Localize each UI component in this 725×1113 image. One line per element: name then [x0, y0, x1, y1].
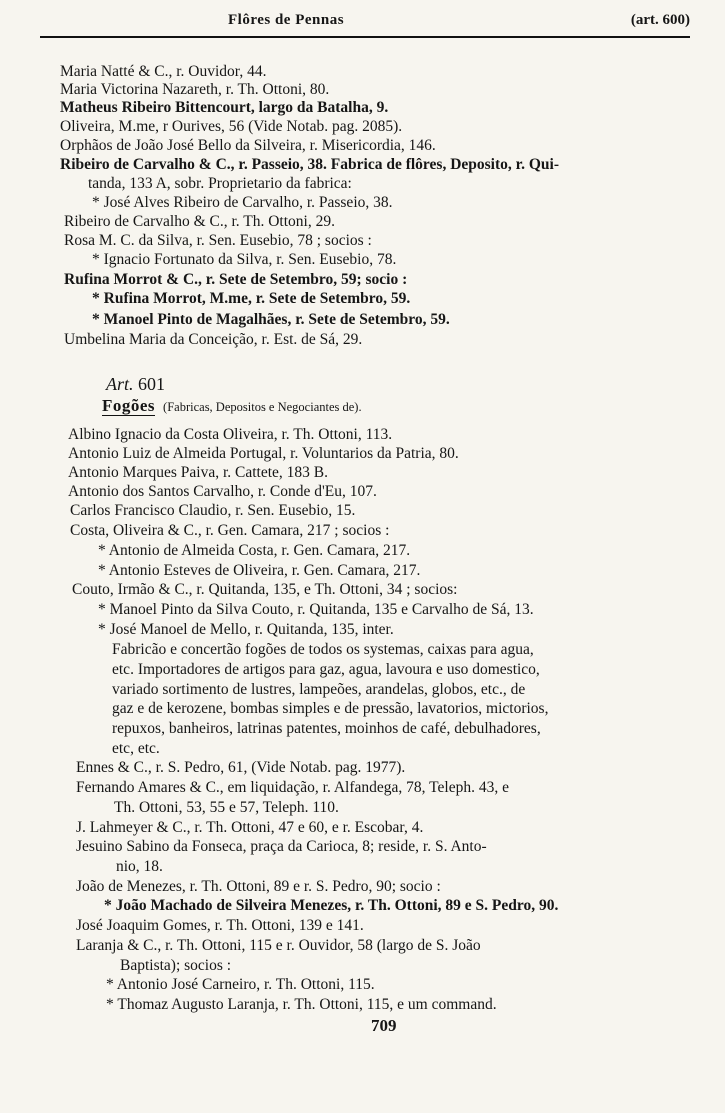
- entry-line: Laranja & C., r. Th. Ottoni, 115 e r. Ouvidor, 58 (largo de S. João: [76, 937, 481, 954]
- header-title: Flôres de Pennas: [228, 12, 345, 28]
- entry-line: * Thomaz Augusto Laranja, r. Th. Ottoni, 115, e um command.: [106, 996, 497, 1013]
- entry-line: João de Menezes, r. Th. Ottoni, 89 e r. S. Pedro, 90; socio :: [76, 878, 441, 895]
- entry-line: Matheus Ribeiro Bittencourt, largo da Batalha, 9.: [60, 99, 389, 116]
- entry-line: José Joaquim Gomes, r. Th. Ottoni, 139 e 141.: [76, 917, 364, 934]
- entry-line: Antonio Marques Paiva, r. Cattete, 183 B.: [68, 464, 329, 481]
- entry-line: Fernando Amares & C., em liquidação, r. Alfandega, 78, Teleph. 43, e: [76, 779, 509, 796]
- article-number: 601: [138, 374, 166, 394]
- entry-line: repuxos, banheiros, latrinas patentes, moinhos de café, debulhadores,: [112, 720, 541, 737]
- section-title: Fogões: [102, 396, 156, 415]
- entry-line: Umbelina Maria da Conceição, r. Est. de Sá, 29.: [64, 331, 363, 348]
- section-heading: [102, 396, 362, 416]
- entry-line: Albino Ignacio da Costa Oliveira, r. Th. Ottoni, 113.: [68, 426, 393, 443]
- entry-line: Maria Victorina Nazareth, r. Th. Ottoni, 80.: [60, 81, 330, 98]
- entry-line: * Manoel Pinto da Silva Couto, r. Quitanda, 135 e Carvalho de Sá, 13.: [98, 601, 534, 618]
- entry-line: Antonio Luiz de Almeida Portugal, r. Voluntarios da Patria, 80.: [68, 445, 459, 462]
- entry-line: tanda, 133 A, sobr. Proprietario da fabrica:: [88, 175, 352, 192]
- entry-line: Couto, Irmão & C., r. Quitanda, 135, e Th. Ottoni, 34 ; socios:: [72, 581, 458, 598]
- entry-line: Carlos Francisco Claudio, r. Sen. Eusebio, 15.: [70, 502, 356, 519]
- entry-line: gaz e de kerozene, bombas simples e de pressão, lavatorios, mictorios,: [112, 700, 549, 717]
- entry-line: * Antonio José Carneiro, r. Th. Ottoni, 115.: [106, 976, 375, 993]
- article-prefix: Art.: [106, 374, 134, 394]
- running-header: [40, 10, 690, 38]
- entry-line: * Manoel Pinto de Magalhães, r. Sete de Setembro, 59.: [92, 311, 450, 328]
- entry-line: Ribeiro de Carvalho & C., r. Passeio, 38. Fabrica de flôres, Deposito, r. Qui-: [60, 156, 559, 173]
- entry-line: * Antonio Esteves de Oliveira, r. Gen. Camara, 217.: [98, 562, 421, 579]
- entry-line: Maria Natté & C., r. Ouvidor, 44.: [60, 63, 267, 80]
- entry-line: Fabricão e concertão fogões de todos os systemas, caixas para agua,: [112, 641, 534, 658]
- entry-line: Ribeiro de Carvalho & C., r. Th. Ottoni, 29.: [64, 213, 335, 230]
- entry-line: nio, 18.: [116, 858, 163, 875]
- entry-line: Ennes & C., r. S. Pedro, 61, (Vide Notab. pag. 1977).: [76, 759, 406, 776]
- page-number: 709: [371, 1016, 397, 1035]
- entry-line: Oliveira, M.me, r Ourives, 56 (Vide Notab. pag. 2085).: [60, 118, 403, 135]
- article-label: [106, 374, 165, 395]
- header-article-ref: (art. 600): [630, 12, 690, 28]
- entry-line: * Ignacio Fortunato da Silva, r. Sen. Eusebio, 78.: [92, 251, 397, 268]
- entry-line: etc. Importadores de artigos para gaz, agua, lavoura e uso domestico,: [112, 661, 540, 678]
- entry-line: Orphãos de João José Bello da Silveira, r. Misericordia, 146.: [60, 137, 436, 154]
- entry-line: Rufina Morrot & C., r. Sete de Setembro, 59; socio :: [64, 271, 408, 288]
- entry-line: * Rufina Morrot, M.me, r. Sete de Setembro, 59.: [92, 290, 411, 307]
- entry-line: * José Manoel de Mello, r. Quitanda, 135, inter.: [98, 621, 394, 638]
- entry-line: Baptista); socios :: [120, 957, 232, 974]
- entry-line: Rosa M. C. da Silva, r. Sen. Eusebio, 78 ; socios :: [64, 232, 372, 249]
- entry-line: Th. Ottoni, 53, 55 e 57, Teleph. 110.: [114, 799, 339, 816]
- entry-line: * Antonio de Almeida Costa, r. Gen. Camara, 217.: [98, 542, 411, 559]
- entry-line: J. Lahmeyer & C., r. Th. Ottoni, 47 e 60, e r. Escobar, 4.: [76, 819, 424, 836]
- entry-line: Jesuino Sabino da Fonseca, praça da Carioca, 8; reside, r. S. Anto-: [76, 838, 487, 855]
- section-description: (Fabricas, Depositos e Negociantes de).: [163, 400, 362, 414]
- entry-line: Costa, Oliveira & C., r. Gen. Camara, 217 ; socios :: [70, 522, 390, 539]
- entry-line: * José Alves Ribeiro de Carvalho, r. Passeio, 38.: [92, 194, 393, 211]
- entry-line: variado sortimento de lustres, lampeões, arandelas, globos, etc., de: [112, 681, 526, 698]
- entry-line: etc, etc.: [112, 740, 160, 757]
- entry-line: Antonio dos Santos Carvalho, r. Conde d'Eu, 107.: [68, 483, 377, 500]
- entry-line: * João Machado de Silveira Menezes, r. Th. Ottoni, 89 e S. Pedro, 90.: [104, 897, 559, 914]
